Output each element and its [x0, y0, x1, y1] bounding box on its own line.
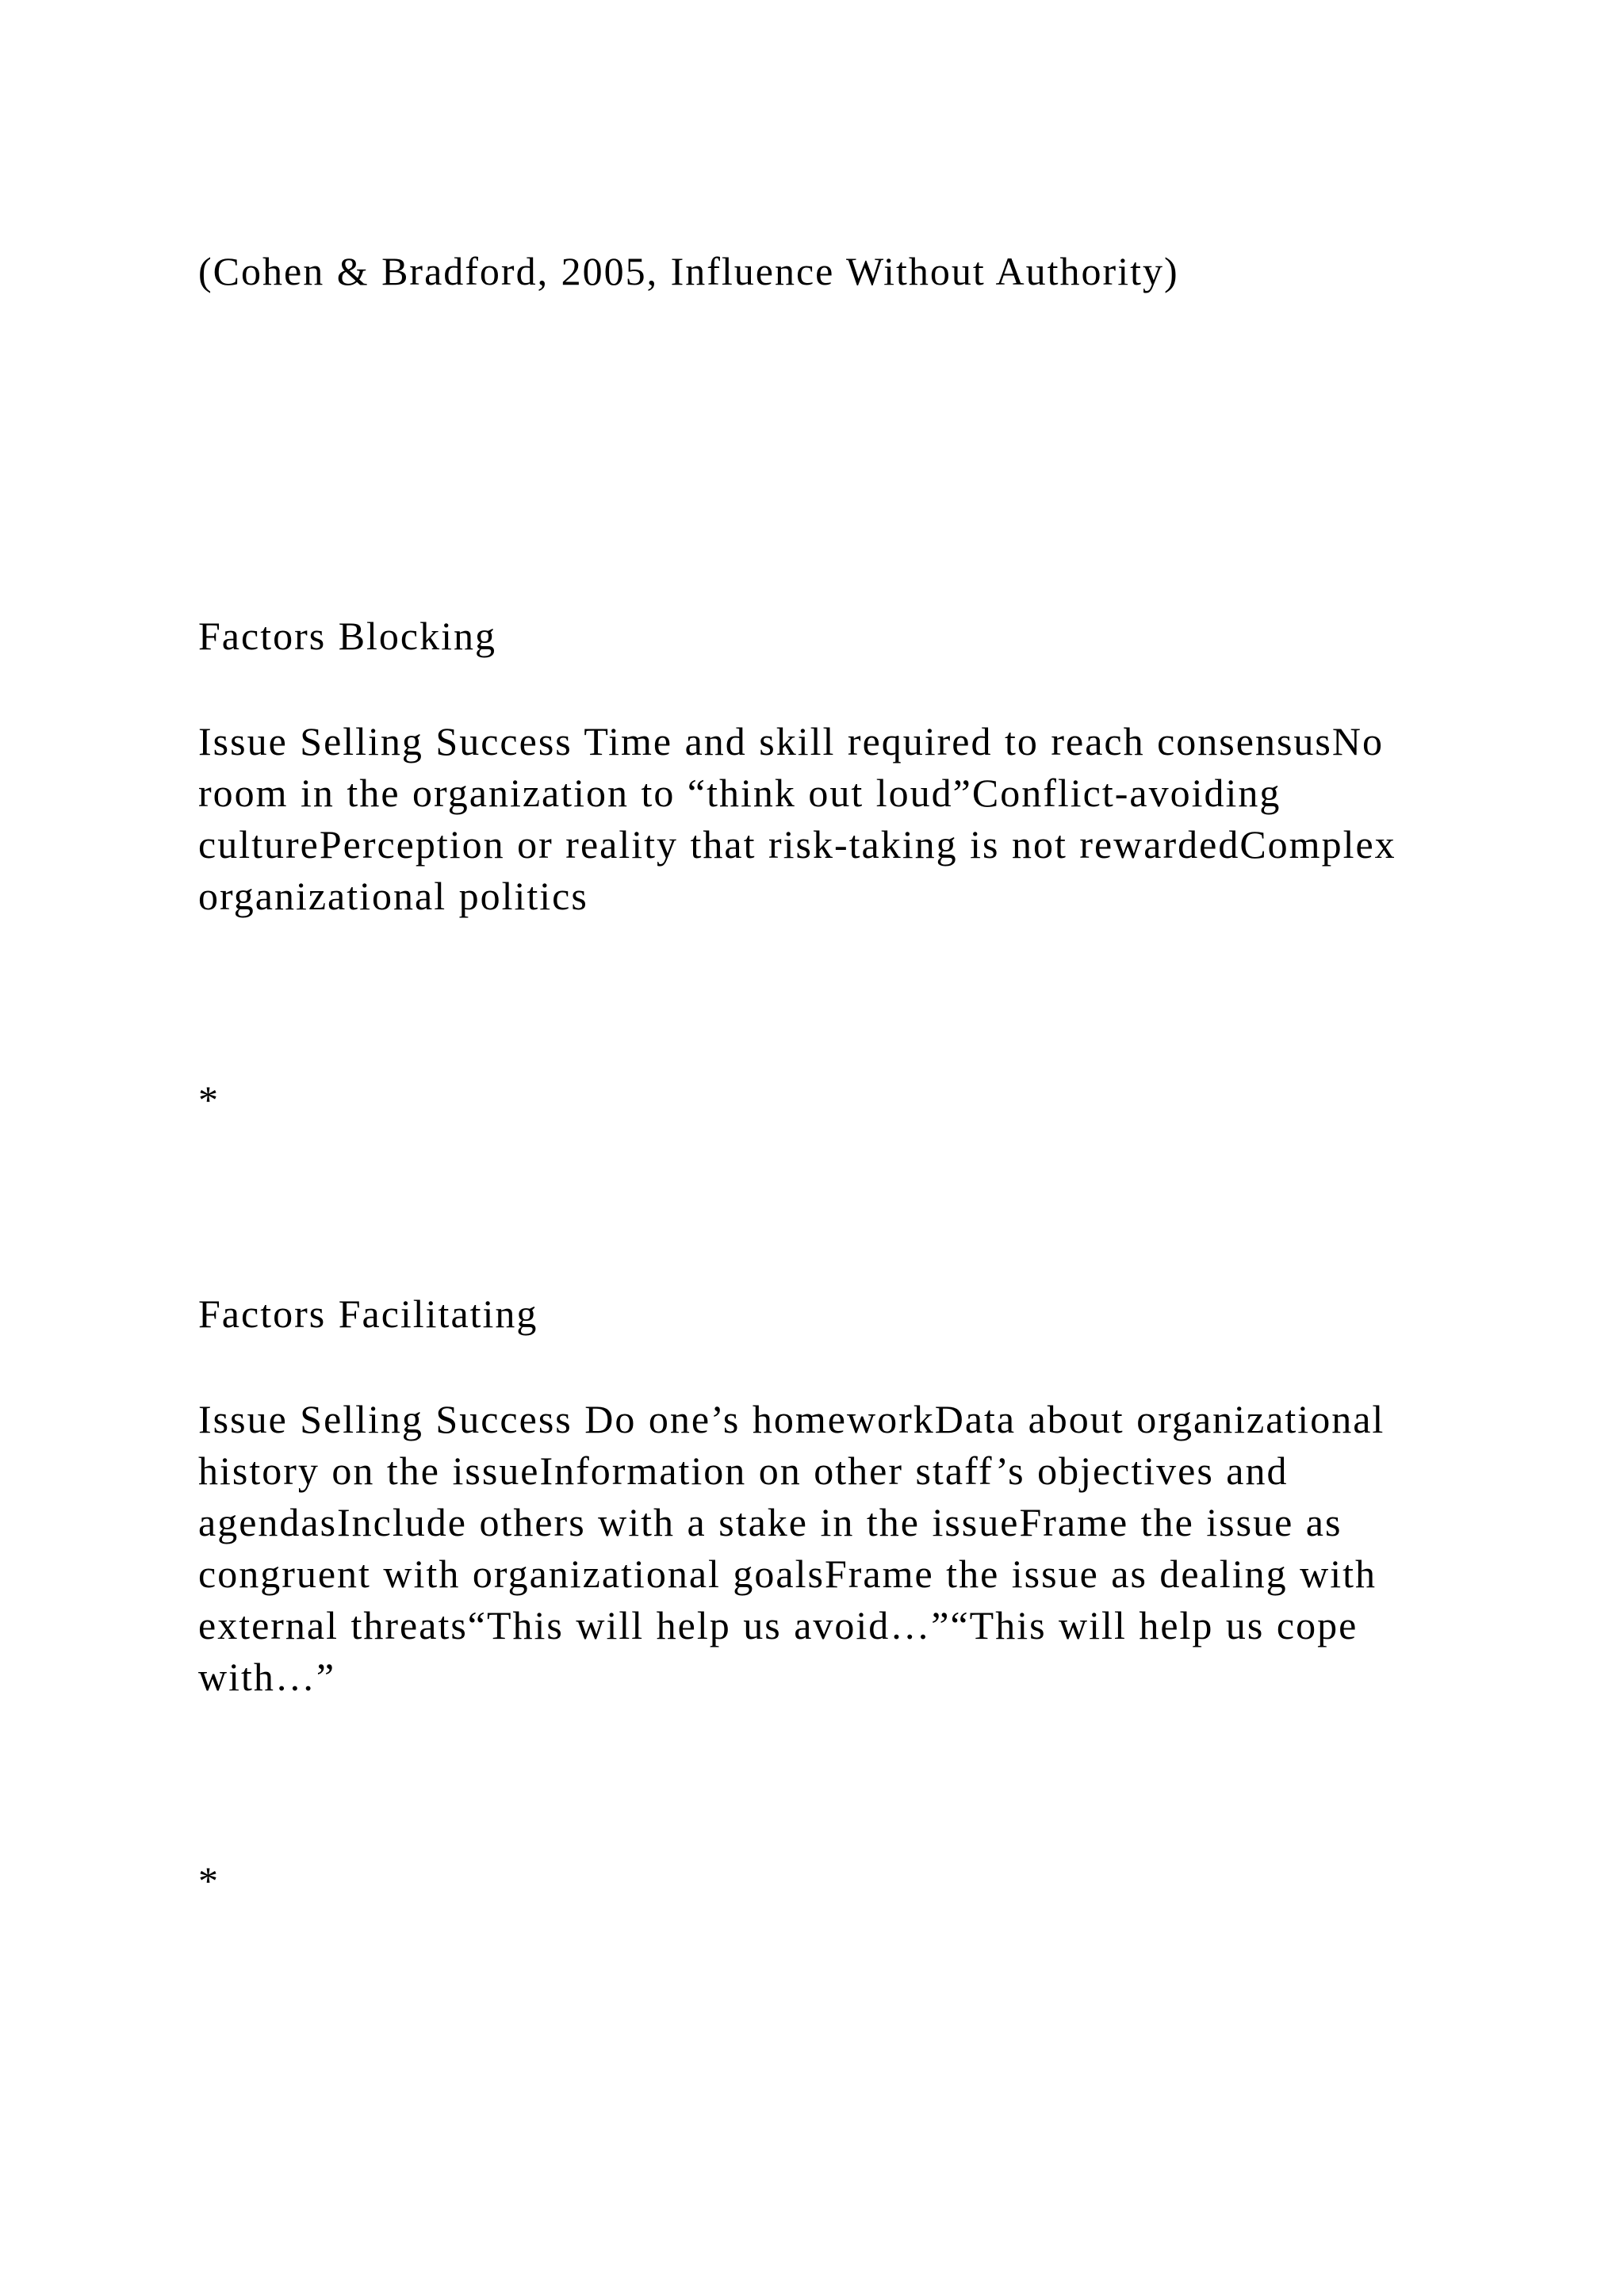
section-heading-facilitating: Factors Facilitating	[198, 1292, 538, 1336]
section-heading-blocking: Factors Blocking	[198, 614, 497, 658]
section-body-facilitating: Issue Selling Success Do one’s homeworkData about organizational history on the issueInformation on other staff’s objectives and agendasInclude others with a stake in the issueFrame the issue as congruent with organizational goalsFrame the issue as dealing with external threats“This will help us avoid…”“This will help us cope with…”	[198, 1397, 1385, 1699]
section-body-blocking: Issue Selling Success Time and skill required to reach consensusNo room in the organization to “think out loud”Conflict-avoiding culturePerception or reality that risk-taking is not rewardedComplex organizational politics	[198, 719, 1396, 918]
citation-text: (Cohen & Bradford, 2005, Influence Without Authority)	[198, 249, 1179, 293]
slide-marker-asterisk: *	[198, 1858, 220, 1903]
slide-marker-asterisk: *	[198, 1077, 220, 1122]
